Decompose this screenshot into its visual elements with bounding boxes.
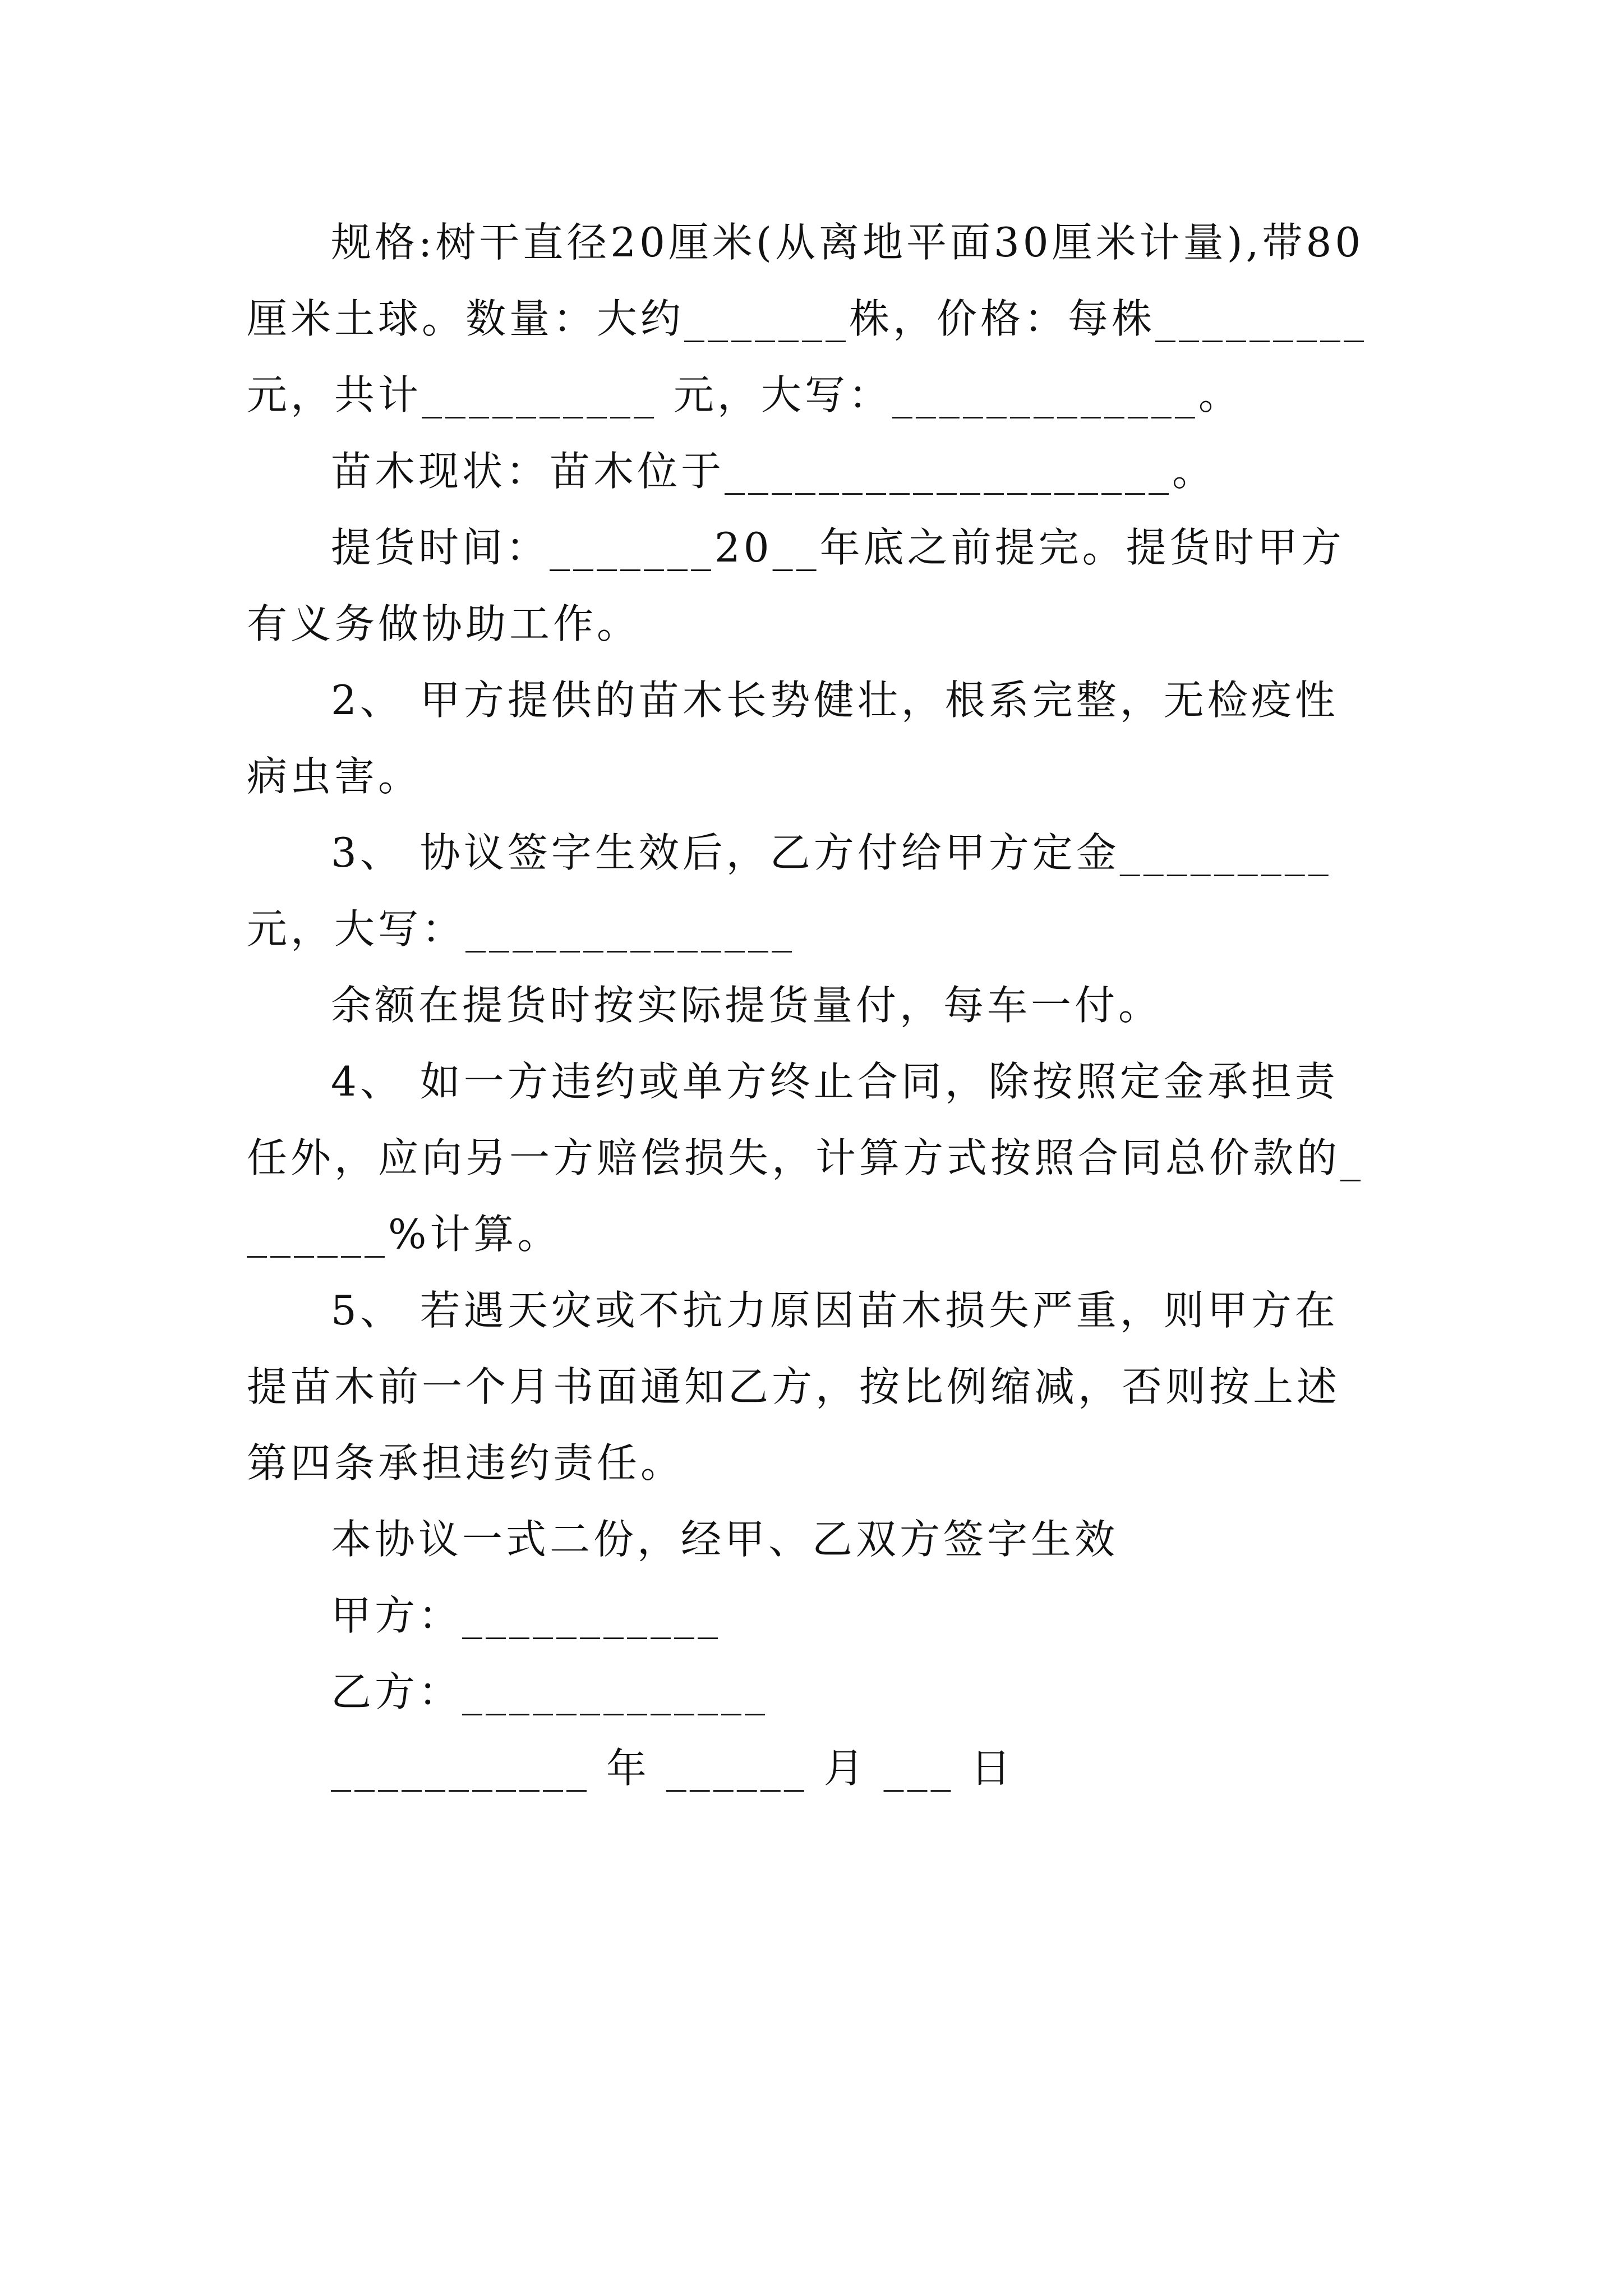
clause-3-paragraph: 3、 协议签字生效后，乙方付给甲方定金_________元，大写：______________: [247, 829, 1332, 953]
party-b-signature: 乙方：_____________: [331, 1668, 769, 1715]
status-paragraph: 苗木现状：苗木位于___________________。: [331, 448, 1216, 495]
clause-2-paragraph: 2、 甲方提供的苗木长势健壮，根系完整，无检疫性病虫害。: [247, 677, 1339, 800]
pickup-paragraph: 提货时间：_______20__年底之前提完。提货时甲方有义务做协助工作。: [247, 524, 1345, 647]
spec-paragraph: 规格:树干直径20厘米(从离地平面30厘米计量),带80厘米土球。数量：大约_______株，价格：每株_________元，共计__________ 元，大写：_____________。: [247, 219, 1368, 418]
signature-date: ___________ 年 ______ 月 ___ 日: [331, 1745, 1015, 1792]
balance-paragraph: 余额在提货时按实际提货量付，每车一付。: [331, 982, 1163, 1029]
clause-5-paragraph: 5、 若遇天灾或不抗力原因苗木损失严重，则甲方在提苗木前一个月书面通知乙方，按比例缩减，否则按上述第四条承担违约责任。: [247, 1287, 1341, 1487]
party-a-signature: 甲方：___________: [331, 1592, 722, 1639]
clause-4-paragraph: 4、 如一方违约或单方终止合同，除按照定金承担责任外，应向另一方赔偿损失，计算方式按照合同总价款的_______%计算。: [247, 1058, 1364, 1258]
copies-paragraph: 本协议一式二份，经甲、乙双方签字生效: [331, 1516, 1119, 1563]
